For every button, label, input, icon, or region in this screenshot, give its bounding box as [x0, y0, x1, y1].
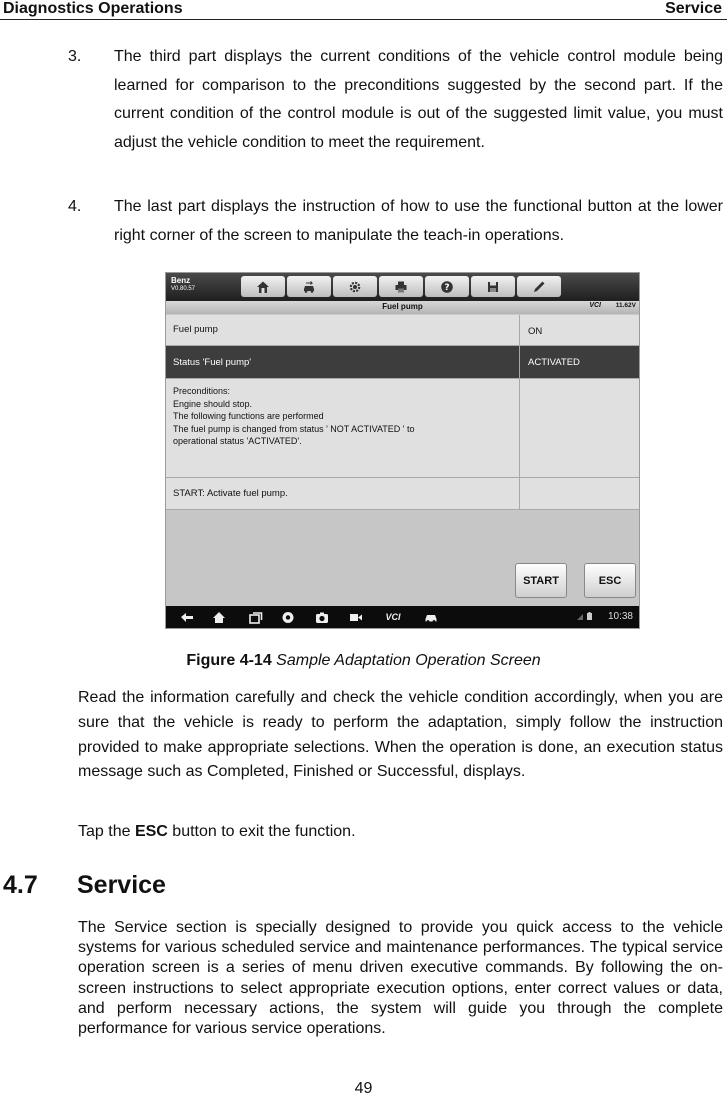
- preconditions-row: [166, 379, 639, 478]
- start-instruction: START: Activate fuel pump.: [173, 488, 288, 499]
- row-label: Status 'Fuel pump': [173, 357, 252, 368]
- recent-apps-button[interactable]: [248, 610, 264, 624]
- instruction-row: [166, 478, 639, 510]
- header-section: Service: [665, 0, 722, 17]
- esc-instruction-paragraph: [78, 820, 723, 844]
- running-header: [0, 0, 727, 20]
- list-item-number: 4.: [68, 198, 82, 215]
- back-icon: [180, 611, 194, 624]
- vci-indicator: VCI: [589, 302, 601, 309]
- start-button[interactable]: START: [515, 563, 567, 598]
- section-title: Service: [77, 871, 166, 899]
- body-paragraph: Read the information carefully and check the vehicle condition accordingly, when you are sure that the vehicle is ready to perform the adaptation, simply follow the instruction provided to make appropriate selections. When the operation is done, an execution status message such as Completed, Finished or Successful, displays.: [78, 689, 723, 781]
- home-nav-button[interactable]: [211, 610, 227, 624]
- figure-title: Sample Adaptation Operation Screen: [276, 652, 541, 669]
- figure-label: Figure 4-14: [186, 652, 272, 669]
- gear-icon: [348, 280, 362, 294]
- esc-keyword: ESC: [134, 823, 168, 840]
- browser-button[interactable]: [280, 610, 296, 624]
- section-number: 4.7: [3, 871, 38, 899]
- precondition-line: operational status 'ACTIVATED'.: [173, 436, 302, 446]
- precondition-line: Engine should stop.: [173, 398, 253, 409]
- home-button[interactable]: [241, 276, 285, 297]
- video-icon: [349, 611, 363, 624]
- function-title-bar: [166, 301, 639, 314]
- back-button[interactable]: [179, 610, 195, 624]
- function-title: Fuel pump: [382, 302, 423, 311]
- header-chapter: Diagnostics Operations: [3, 0, 183, 17]
- figure-screenshot: [165, 272, 640, 629]
- svg-text:?: ?: [444, 282, 450, 293]
- car-icon: [424, 611, 438, 624]
- android-nav-bar: [166, 606, 639, 628]
- browser-icon: [281, 611, 295, 624]
- esc-button[interactable]: ESC: [584, 563, 636, 598]
- section-body-paragraph: The Service section is specially designed to provide you quick access to the vehicle systems for various scheduled service and maintenance performances. The typical service operation screen is a series of menu driven executive commands. By following the on-screen instructions to select appropriate execution options, enter correct values or data, and perform necessary actions, the system will guide you through the complete performance for various service operations.: [78, 919, 723, 1038]
- settings-button[interactable]: [333, 276, 377, 297]
- save-icon: [486, 280, 500, 294]
- car-button[interactable]: [423, 610, 439, 624]
- table-row-selected[interactable]: [166, 346, 639, 379]
- printer-icon: [394, 280, 408, 294]
- home-icon: [256, 280, 270, 294]
- section-heading: [3, 871, 166, 900]
- text-run: Tap the: [78, 823, 135, 840]
- precondition-line: Preconditions:: [173, 386, 231, 396]
- preconditions-text: [173, 385, 415, 448]
- car-swap-icon: [302, 280, 316, 294]
- home-icon: [212, 611, 226, 624]
- vehicle-swap-button[interactable]: [287, 276, 331, 297]
- recent-apps-icon: [249, 611, 263, 624]
- function-button-area: [166, 511, 639, 606]
- help-button[interactable]: [425, 276, 469, 297]
- vci-nav-button[interactable]: VCI: [385, 612, 401, 622]
- precondition-line: The following functions are performed: [173, 411, 324, 421]
- pen-icon: [532, 280, 546, 294]
- row-value: ACTIVATED: [528, 357, 580, 368]
- edit-button[interactable]: [517, 276, 561, 297]
- list-item-text: The last part displays the instruction of how to use the functional button at the lower right corner of the screen to manipulate the teach-in operations.: [114, 198, 723, 244]
- page-number: 49: [354, 1080, 373, 1097]
- list-item-text: The third part displays the current conditions of the vehicle control module being learned for comparison to the preconditions suggested by the second part. If the current condition of the control module is out of the suggested limit value, you must adjust the vehicle condition to meet the requirement.: [114, 48, 723, 151]
- vehicle-brand: [171, 276, 195, 294]
- screen-recorder-button[interactable]: [348, 610, 364, 624]
- row-value: ON: [528, 326, 543, 337]
- list-item-number: 3.: [68, 48, 82, 65]
- signal-battery-icon: [577, 612, 595, 621]
- software-version: V0.80.57: [171, 286, 196, 292]
- table-row[interactable]: [166, 315, 639, 346]
- print-button[interactable]: [379, 276, 423, 297]
- save-button[interactable]: [471, 276, 515, 297]
- figure-caption: [0, 652, 727, 670]
- text-run: button to exit the function.: [167, 823, 356, 840]
- precondition-line: The fuel pump is changed from status ' NOT ACTIVATED ' to: [173, 423, 415, 434]
- clock: 10:38: [607, 611, 633, 622]
- brand-name: Benz: [171, 276, 191, 285]
- battery-voltage: 11.62V: [615, 302, 636, 309]
- app-toolbar: [166, 273, 639, 301]
- row-label: Fuel pump: [173, 324, 218, 335]
- camera-button[interactable]: [314, 610, 330, 624]
- help-icon: [440, 280, 454, 294]
- camera-icon: [315, 611, 329, 624]
